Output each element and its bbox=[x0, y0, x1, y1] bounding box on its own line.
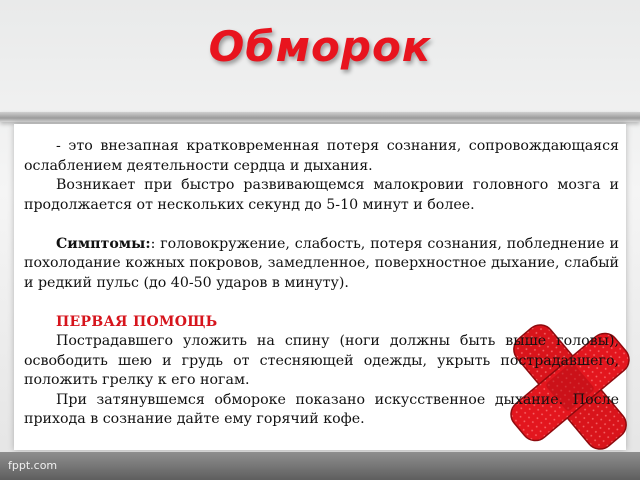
footer-bar bbox=[0, 452, 640, 480]
first-aid-step-2: При затянувшемся обмороке показано искусственное дыхание. После прихода в сознание дайте ему горячий кофе. bbox=[24, 391, 619, 427]
definition-paragraph: - это внезапная кратковременная потеря сознания, сопровождающаяся ослаблением деятельности сердца и дыхания. bbox=[24, 138, 619, 174]
footer-brand: fppt.com bbox=[8, 459, 58, 472]
slide-title: Обморок bbox=[208, 22, 432, 71]
header-divider bbox=[0, 112, 640, 122]
body-text bbox=[24, 137, 619, 430]
symptoms-paragraph bbox=[24, 235, 619, 294]
first-aid-heading: ПЕРВАЯ ПОМОЩЬ bbox=[56, 313, 218, 330]
symptoms-text: : головокружение, слабость, потеря сознания, побледнение и похолодание кожных покровов, замедленное, поверхностное дыхание, слабый и редкий пульс (до 40-50 ударов в минуту). bbox=[24, 235, 619, 291]
first-aid-step-1: Пострадавшего уложить на спину (ноги должны быть выше головы), освободить шею и грудь от стесняющей одежды, укрыть пострадавшего, положить грелку к его ногам. bbox=[24, 333, 619, 388]
symptoms-label: Симптомы: bbox=[56, 235, 151, 252]
cause-paragraph: Возникает при быстро развивающемся малокровии головного мозга и продолжается от нескольких секунд до 5-10 минут и более. bbox=[24, 177, 619, 213]
